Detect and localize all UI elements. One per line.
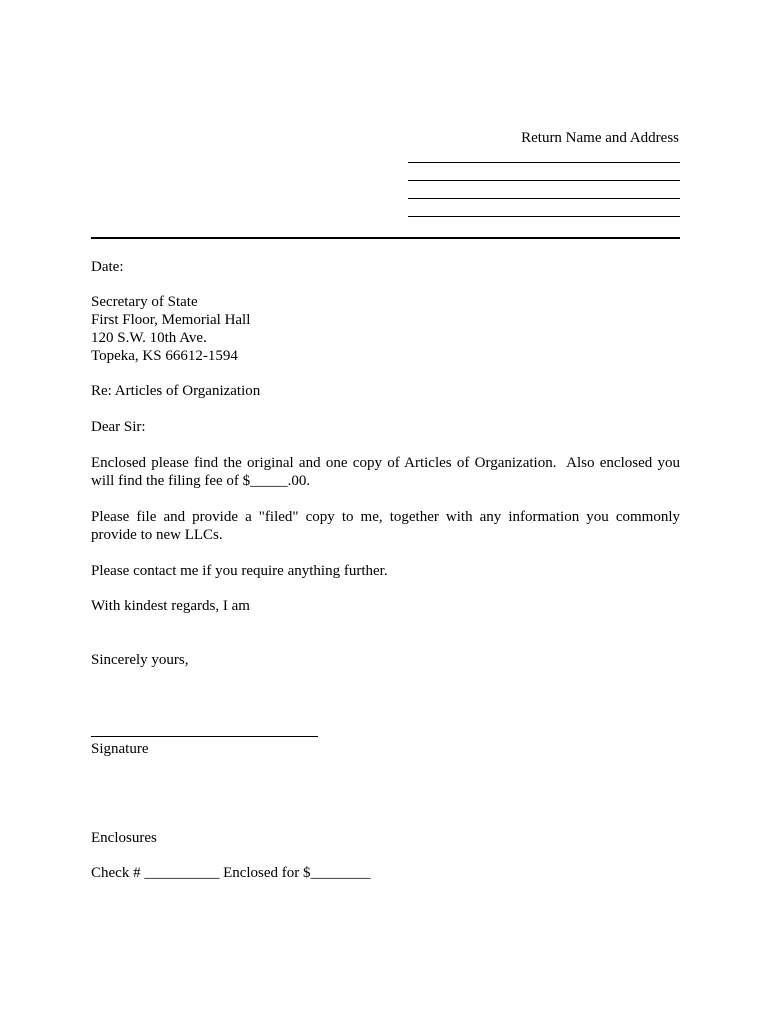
return-address-line-4 — [408, 216, 680, 217]
recipient-line-2: First Floor, Memorial Hall — [91, 312, 251, 328]
paragraph-file-line-1: Please file and provide a "filed" copy to me, together with any information you commonly — [91, 509, 680, 525]
recipient-line-4: Topeka, KS 66612-1594 — [91, 348, 238, 364]
paragraph-enclosed — [91, 454, 680, 490]
regards-line: With kindest regards, I am — [91, 598, 250, 614]
return-address-line-1 — [408, 162, 680, 163]
return-address-title: Return Name and Address — [521, 130, 679, 146]
closing-line: Sincerely yours, — [91, 652, 189, 668]
check-line: Check # __________ Enclosed for $________ — [91, 865, 371, 881]
signature-label: Signature — [91, 741, 149, 757]
recipient-line-1: Secretary of State — [91, 294, 198, 310]
recipient-line-3: 120 S.W. 10th Ave. — [91, 330, 207, 346]
salutation: Dear Sir: — [91, 419, 146, 435]
paragraph-enclosed-line-1: Enclosed please find the original and one copy of Articles of Organization. Also enclosed you — [91, 455, 680, 471]
paragraph-enclosed-line-2: will find the filing fee of $_____.00. — [91, 473, 311, 489]
enclosures-label: Enclosures — [91, 830, 157, 846]
re-line: Re: Articles of Organization — [91, 383, 261, 399]
return-address-line-3 — [408, 198, 680, 199]
paragraph-contact: Please contact me if you require anything further. — [91, 563, 388, 579]
header-divider — [91, 237, 680, 239]
return-address-line-2 — [408, 180, 680, 181]
paragraph-file-line-2: provide to new LLCs. — [91, 527, 223, 543]
signature-line — [91, 736, 318, 737]
date-label: Date: — [91, 259, 124, 275]
paragraph-file — [91, 508, 680, 544]
